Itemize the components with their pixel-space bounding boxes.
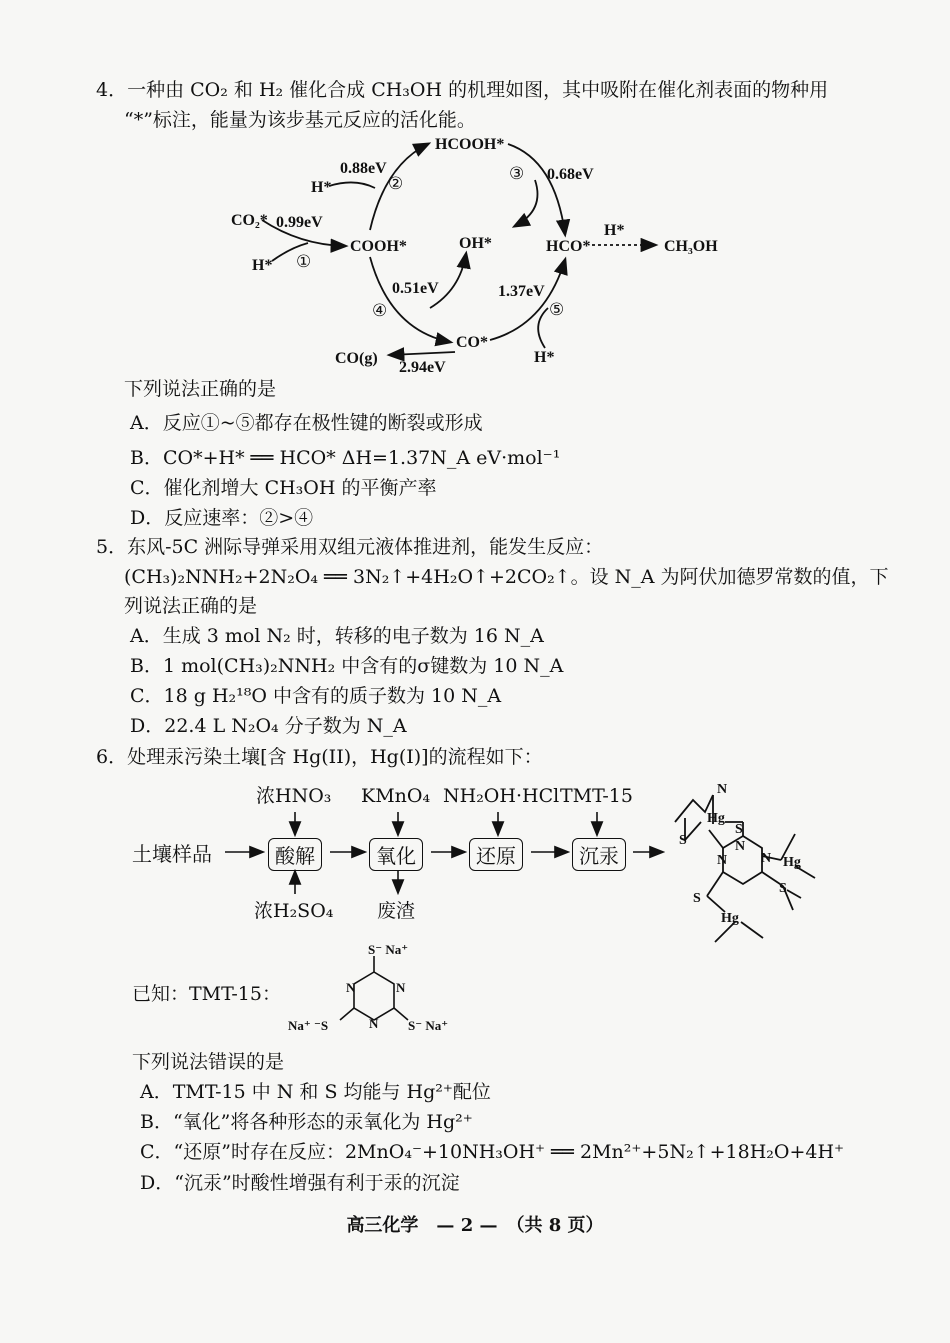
species-h-ch3oh: H*	[604, 222, 625, 239]
svg-text:N: N	[717, 782, 728, 797]
reagent-kmno4: KMnO₄	[361, 785, 431, 807]
arrow-cooh-to-co	[370, 257, 450, 342]
q6-prompt: 下列说法错误的是	[132, 1051, 285, 1073]
tmt15-structure	[282, 940, 482, 1040]
svg-text:S: S	[779, 881, 787, 896]
flow-start-label: 土壤样品	[132, 842, 212, 866]
co2-mechanism-diagram	[0, 130, 950, 390]
svg-text:N: N	[717, 853, 728, 868]
reagent-nh2oh: NH₂OH·HCl	[443, 785, 560, 807]
flow-box-acid: 酸解	[268, 838, 322, 871]
svg-text:N: N	[346, 980, 356, 995]
waste-residue: 废渣	[377, 900, 416, 922]
flow-box-reduce: 还原	[469, 838, 523, 871]
energy-step2: 0.88eV	[340, 160, 387, 177]
energy-step5: 1.37eV	[498, 283, 545, 300]
svg-text:S: S	[693, 891, 701, 906]
q5-option-d: D．22.4 L N₂O₄ 分子数为 N_A	[130, 715, 407, 737]
q4-option-a: A．反应①~⑤都存在极性键的断裂或形成	[130, 412, 483, 434]
species-cog: CO(g)	[335, 350, 378, 367]
energy-step3: 0.68eV	[547, 166, 594, 183]
page-footer: 高三化学 — 2 — （共 8 页）	[346, 1215, 604, 1236]
species-hcooh: HCOOH*	[435, 136, 505, 153]
species-h-step5: H*	[534, 349, 555, 366]
q6-option-c: C．“还原”时存在反应：2MnO₄⁻+10NH₃OH⁺ ══ 2Mn²⁺+5N₂↑+18H₂O+4H⁺	[140, 1141, 845, 1163]
species-cooh: COOH*	[350, 238, 407, 255]
species-hco: HCO*	[546, 238, 591, 255]
svg-text:Hg: Hg	[783, 855, 801, 870]
step-1-label: ①	[296, 252, 312, 271]
reagent-tmt15: TMT-15	[560, 785, 633, 807]
species-ch3oh: CH₃OH	[664, 238, 718, 255]
q5-option-c: C．18 g H₂¹⁸O 中含有的质子数为 10 N_A	[130, 685, 502, 707]
svg-text:N: N	[761, 851, 772, 866]
energy-step4: 0.51eV	[392, 280, 439, 297]
q5-stem-line1: 5．东风-5C 洲际导弹采用双组元液体推进剂，能发生反应：	[96, 536, 604, 558]
step-4-label: ④	[372, 301, 388, 320]
q5-stem-line2: (CH₃)₂NNH₂+2N₂O₄ ══ 3N₂↑+4H₂O↑+2CO₂↑。设 N_A 为阿伏加德罗常数的值，下	[124, 566, 889, 588]
species-h-step1: H*	[252, 257, 273, 274]
q5-option-b: B．1 mol(CH₃)₂NNH₂ 中含有的σ键数为 10 N_A	[130, 655, 564, 677]
arrow-h-step2	[329, 182, 375, 188]
reagent-h2so4: 浓H₂SO₄	[254, 900, 334, 922]
arrow-h-step5	[538, 308, 548, 348]
step-5-label: ⑤	[549, 300, 565, 319]
q6-option-a: A．TMT-15 中 N 和 S 均能与 Hg²⁺配位	[140, 1081, 491, 1103]
energy-step1: 0.99eV	[276, 214, 323, 231]
reagent-hno3: 浓HNO₃	[256, 785, 332, 807]
q4-stem-line1: 4．一种由 CO₂ 和 H₂ 催化合成 CH₃OH 的机理如图，其中吸附在催化剂表面的物种用	[96, 79, 829, 101]
arrow-co-to-cog	[390, 352, 455, 355]
species-co: CO*	[456, 334, 488, 351]
svg-text:Hg: Hg	[707, 811, 725, 826]
q5-option-a: A．生成 3 mol N₂ 时，转移的电子数为 16 N_A	[130, 625, 544, 647]
svg-text:N: N	[369, 1016, 379, 1031]
energy-cog: 2.94eV	[399, 359, 446, 376]
q4-option-b: B．CO*+H* ══ HCO* ΔH=1.37N_A eV·mol⁻¹	[130, 447, 561, 469]
species-co2: CO₂*	[231, 212, 268, 229]
arrow-step3-oh	[515, 180, 538, 226]
step-2-label: ②	[388, 174, 404, 193]
svg-text:N: N	[396, 980, 406, 995]
flow-box-precipitate: 沉汞	[572, 838, 626, 871]
q4-prompt: 下列说法正确的是	[124, 378, 277, 400]
svg-text:Na⁺ ⁻S: Na⁺ ⁻S	[288, 1018, 329, 1033]
q6-option-d: D．“沉汞”时酸性增强有利于汞的沉淀	[140, 1172, 460, 1194]
q4-option-d: D．反应速率：②>④	[130, 507, 314, 529]
svg-text:S: S	[735, 822, 743, 837]
q6-stem: 6．处理汞污染土壤[含 Hg(II)，Hg(I)]的流程如下：	[96, 746, 543, 768]
q5-stem-line3: 列说法正确的是	[124, 595, 258, 617]
q4-option-c: C．催化剂增大 CH₃OH 的平衡产率	[130, 477, 437, 499]
q4-stem-line2: “*”标注，能量为该步基元反应的活化能。	[124, 109, 476, 131]
q6-option-b: B．“氧化”将各种形态的汞氧化为 Hg²⁺	[140, 1111, 473, 1133]
svg-text:N: N	[735, 839, 746, 854]
species-h-step2: H*	[311, 179, 332, 196]
svg-text:S⁻ Na⁺: S⁻ Na⁺	[408, 1018, 449, 1033]
svg-text:Hg: Hg	[721, 911, 739, 926]
svg-text:S: S	[679, 833, 687, 848]
q6-known-label: 已知：TMT-15：	[132, 983, 281, 1005]
hg-complex-structure	[665, 760, 855, 960]
flow-box-oxidize: 氧化	[369, 838, 423, 871]
step-3-label: ③	[509, 164, 525, 183]
svg-text:S⁻ Na⁺: S⁻ Na⁺	[368, 942, 409, 957]
species-oh: OH*	[459, 235, 492, 252]
